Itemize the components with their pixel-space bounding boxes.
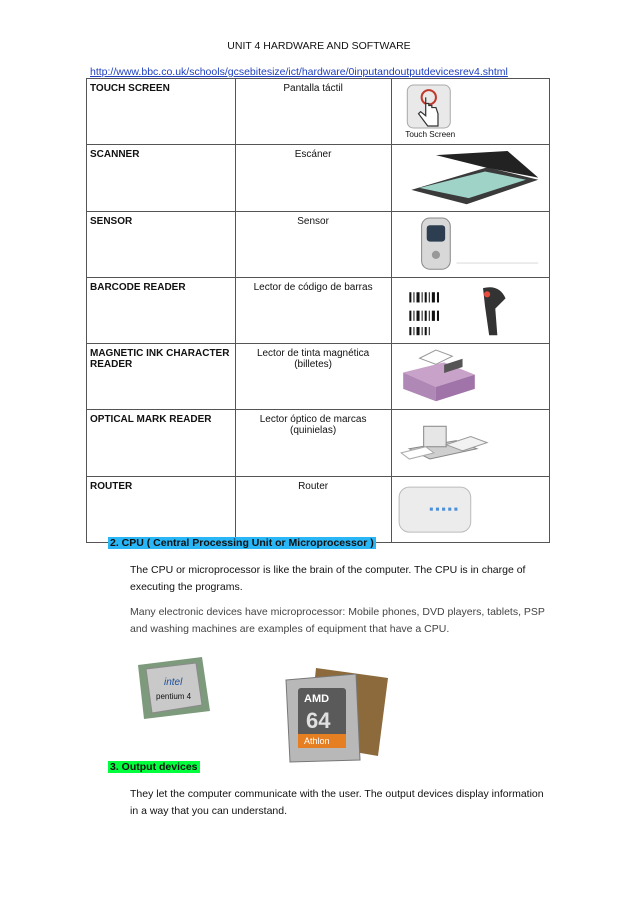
touch-screen-caption: Touch Screen (404, 130, 455, 140)
cpu-heading-text: 2. CPU ( Central Processing Unit or Microprocessor ) (110, 537, 374, 549)
touch-screen-icon (391, 79, 549, 145)
barcode-reader-icon (391, 277, 549, 343)
device-name: ROUTER (87, 476, 236, 542)
device-name: MAGNETIC INK CHARACTER READER (87, 344, 236, 410)
device-name: SENSOR (87, 211, 236, 277)
router-icon (391, 476, 549, 542)
device-translation: Pantalla táctil (235, 79, 391, 145)
intel-pentium-chip-icon (130, 655, 214, 721)
output-heading (108, 761, 200, 773)
device-name: BARCODE READER (87, 277, 236, 343)
table-row (87, 476, 550, 542)
micr-icon (391, 344, 549, 410)
scanner-picture (395, 149, 546, 206)
table-row (87, 410, 550, 476)
sensor-picture (395, 216, 546, 273)
device-translation: Escáner (235, 145, 391, 211)
page-title: UNIT 4 HARDWARE AND SOFTWARE (227, 40, 411, 52)
touch-screen-picture (395, 83, 546, 140)
scanner-icon (391, 145, 549, 211)
table-row (87, 145, 550, 211)
table-row (87, 344, 550, 410)
cpu-paragraph-1: The CPU or microprocessor is like the brain of the computer. The CPU is in charge of executing the programs. (130, 564, 526, 593)
output-paragraph: They let the computer communicate with the user. The output devices display information in a way that you can understand. (130, 788, 544, 817)
device-name: SCANNER (87, 145, 236, 211)
chip2-model: Athlon (304, 736, 330, 746)
cpu-paragraph-2: Many electronic devices have microprocessor: Mobile phones, DVD players, tablets, PSP and washing machines are examples of equipment that have a CPU. (130, 606, 545, 635)
device-translation: Router (235, 476, 391, 542)
barcode-reader-picture (395, 282, 546, 339)
device-translation: Lector de código de barras (235, 277, 391, 343)
device-translation: Lector de tinta magnética (billetes) (235, 344, 391, 410)
device-name: TOUCH SCREEN (87, 79, 236, 145)
router-picture (395, 481, 546, 538)
output-heading-text: 3. Output devices (110, 761, 198, 773)
amd-athlon-chip-icon (282, 664, 390, 764)
device-translation: Sensor (235, 211, 391, 277)
table-row (87, 277, 550, 343)
chip2-bits: 64 (306, 708, 331, 733)
micr-picture (395, 348, 546, 405)
chip1-brand: intel (164, 677, 183, 688)
sensor-icon (391, 211, 549, 277)
cpu-heading (108, 537, 376, 549)
device-translation: Lector óptico de marcas (quinielas) (235, 410, 391, 476)
table-row (87, 79, 550, 145)
table-row (87, 211, 550, 277)
omr-icon (391, 410, 549, 476)
chip1-model: pentium 4 (156, 692, 192, 701)
device-name: OPTICAL MARK READER (87, 410, 236, 476)
reference-link[interactable]: http://www.bbc.co.uk/schools/gcsebitesize/ict/hardware/0inputandoutputdevicesrev4.shtml (90, 66, 508, 78)
omr-picture (395, 414, 546, 471)
chip2-brand: AMD (304, 693, 330, 705)
devices-table (86, 78, 550, 543)
